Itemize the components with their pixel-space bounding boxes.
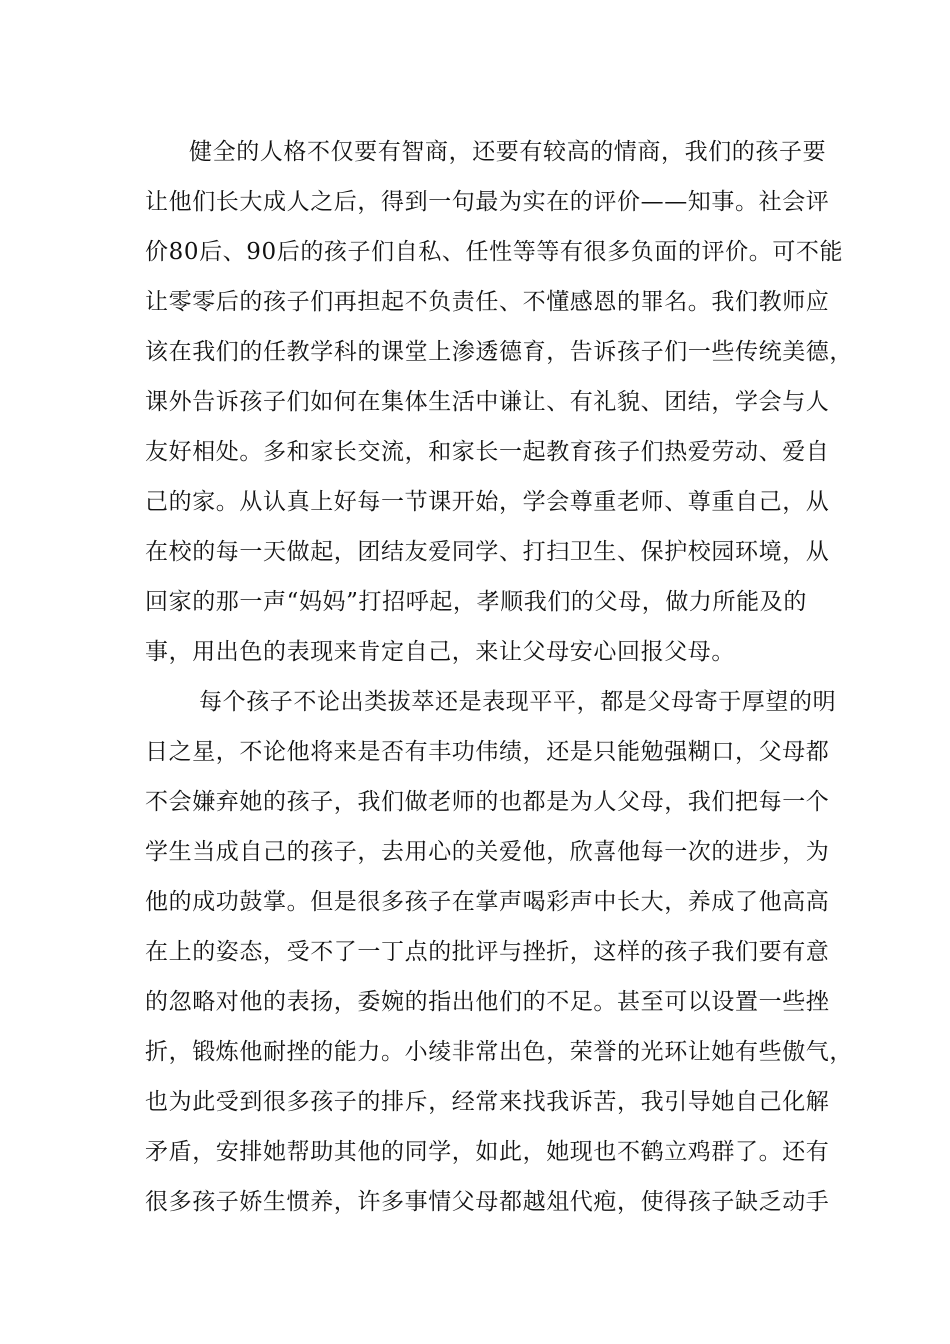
text-line: 很多孩子娇生惯养，许多事情父母都越俎代疱，使得孩子缺乏动手	[145, 1189, 830, 1215]
text-line: 课外告诉孩子们如何在集体生活中谦让、有礼貌、团结，学会与人	[145, 389, 830, 415]
text-line: 在上的姿态，受不了一丁点的批评与挫折，这样的孩子我们要有意	[145, 939, 830, 965]
body-text	[145, 132, 853, 1232]
text-line: 每个孩子不论出类拔萃还是表现平平，都是父母寄于厚望的明	[199, 689, 837, 715]
text-line: 折，锻炼他耐挫的能力。小绫非常出色，荣誉的光环让她有些傲气，	[145, 1039, 853, 1065]
text-line: 在校的每一天做起，团结友爱同学、打扫卫生、保护校园环境，从	[145, 539, 830, 565]
paragraph-1	[145, 132, 853, 682]
text-line: 友好相处。多和家长交流，和家长一起教育孩子们热爱劳动、爱自	[145, 439, 830, 465]
text-line: 不会嫌弃她的孩子，我们做老师的也都是为人父母，我们把每一个	[145, 789, 830, 815]
text-line: 他的成功鼓掌。但是很多孩子在掌声喝彩声中长大，养成了他高高	[145, 889, 830, 915]
text-line: 让他们长大成人之后，得到一句最为实在的评价——知事。社会评	[145, 189, 830, 215]
text-line: 价80后、90后的孩子们自私、任性等等有很多负面的评价。可不能	[145, 239, 844, 265]
text-line: 己的家。从认真上好每一节课开始，学会尊重老师、尊重自己，从	[145, 489, 830, 515]
text-line: 学生当成自己的孩子，去用心的关爱他，欣喜他每一次的进步，为	[145, 839, 830, 865]
text-line: 该在我们的任教学科的课堂上渗透德育，告诉孩子们一些传统美德，	[145, 339, 853, 365]
paragraph-2	[145, 682, 853, 1232]
text-line: 健全的人格不仅要有智商，还要有较高的情商，我们的孩子要	[189, 139, 827, 165]
text-line: 让零零后的孩子们再担起不负责任、不懂感恩的罪名。我们教师应	[145, 289, 830, 315]
text-line: 也为此受到很多孩子的排斥，经常来找我诉苦，我引导她自己化解	[145, 1089, 830, 1115]
text-line: 的忽略对他的表扬，委婉的指出他们的不足。甚至可以设置一些挫	[145, 989, 830, 1015]
text-line: 回家的那一声“妈妈”打招呼起，孝顺我们的父母，做力所能及的	[145, 589, 807, 615]
text-line: 事，用出色的表现来肯定自己，来让父母安心回报父母。	[145, 639, 735, 665]
text-line: 矛盾，安排她帮助其他的同学，如此，她现也不鹤立鸡群了。还有	[145, 1139, 830, 1165]
text-line: 日之星，不论他将来是否有丰功伟绩，还是只能勉强糊口，父母都	[145, 739, 830, 765]
